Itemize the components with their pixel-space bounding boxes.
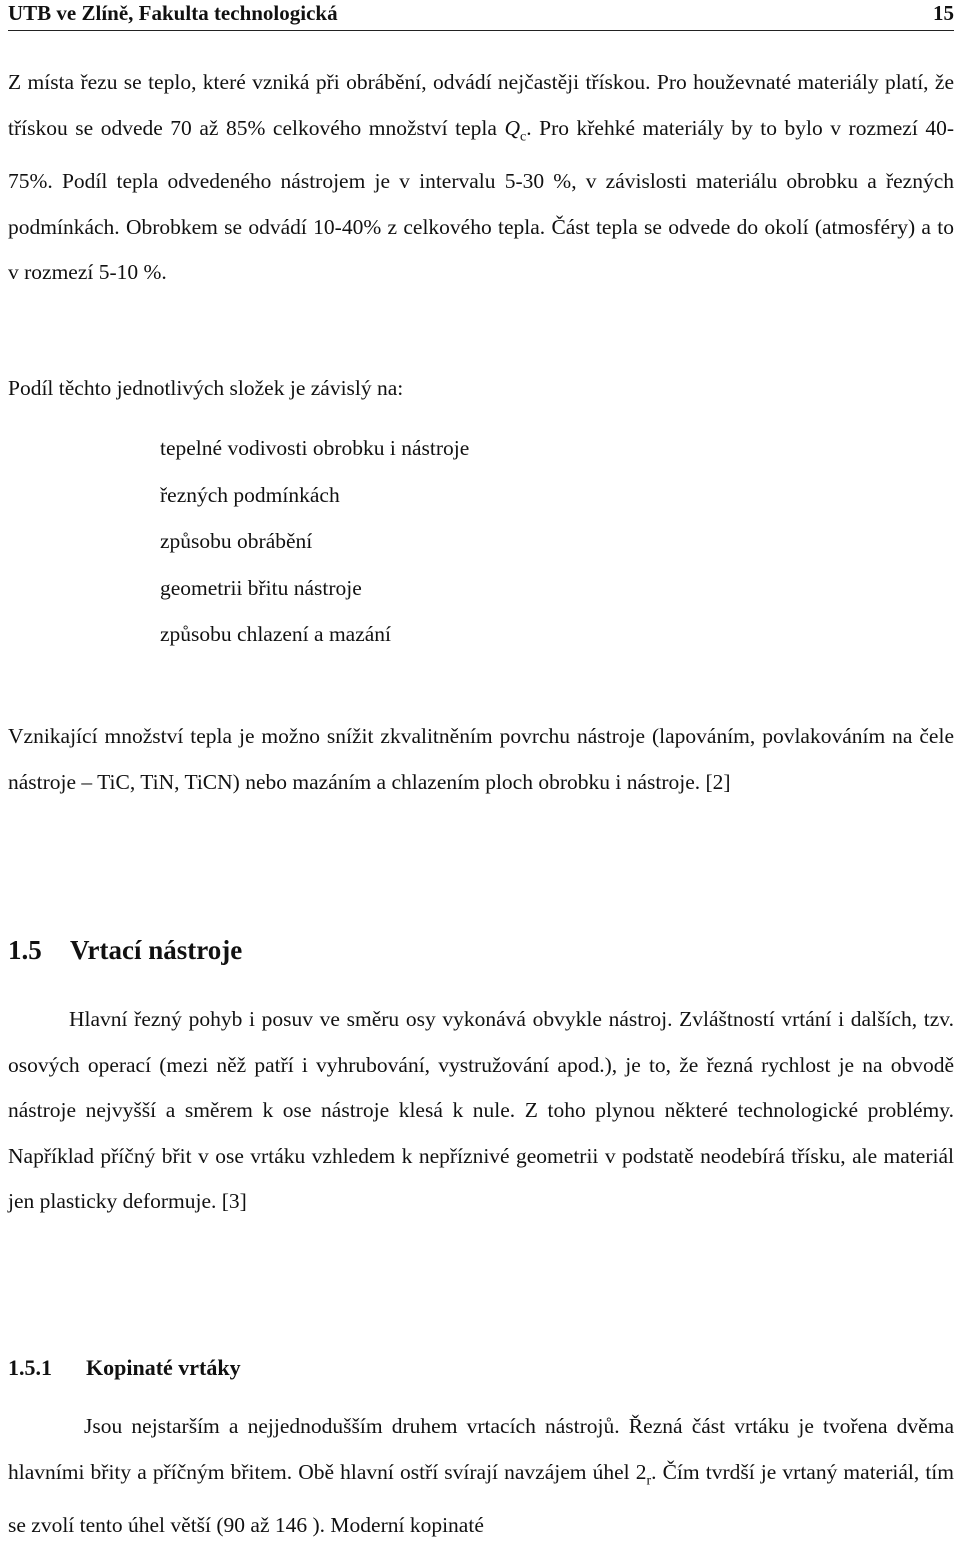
section-title: Vrtací nástroje [70,935,243,965]
list-item: způsobu obrábění [160,529,313,553]
dependency-list [160,425,860,658]
paragraph-heat-reduction: Vznikající množství tepla je možno snížit zkvalitněním povrchu nástroje (lapováním, povlakováním na čele nástroje – TiC, TiN, TiCN) nebo mazáním a chlazením ploch obrobku i nástroje. [2] [8,724,954,794]
subsection-title: Kopinaté vrtáky [86,1355,241,1380]
angle-subscript: r [646,1472,652,1488]
paragraph-text-after-symbol: . Pro křehké materiály by to bylo v rozmezí 40-75%. Podíl tepla odvedeného nástrojem je v intervalu 5-30 %, v závislosti materiálu obrobku a řezných podmínkách. Obrobkem se odvádí 10-40% z celkového tepla. Část tepla se odvede do okolí (atmosféry) a to v rozmezí 5-10 %. [8,115,954,285]
subsection-number: 1.5.1 [8,1355,52,1380]
heat-symbol-subscript: c [519,128,527,144]
subsection-heading [8,1355,241,1381]
paragraph-text-part2: . Čím tvrdší je vrtaný materiál, tím se zvolí tento úhel větší (90 až 146 ). Moderní kopinaté [8,1459,955,1538]
paragraph-drilling-tools: Hlavní řezný pohyb i posuv ve směru osy vykonává obvykle nástroj. Zvláštností vrtání i dalších, tzv. osových operací (mezi něž patří i vyhrubování, vystružování apod.), je to, že řezná rychlost je na obvodě nástroje nejvyšší a směrem k ose nástroje klesá k nule. Z toho plynou některé technologické problémy. Například příčný břit v ose vrtáku vzhledem k nepříznivé geometrii v podstatě neodebírá třísku, ale materiál jen plasticky deformuje. [3] [8,1007,954,1213]
list-item: způsobu chlazení a mazání [160,622,392,646]
paragraph-heat-distribution [8,60,954,296]
list-item: řezných podmínkách [160,482,340,507]
paragraph-text-part1: Jsou nejstarším a nejjednodušším druhem vrtacích nástrojů. Řezná část vrtáku je tvořena dvěma hlavními břity a příčným břitem. Obě hlavní ostří svírají navzájem úhel 2 [8,1414,954,1484]
paragraph-dependency-intro: Podíl těchto jednotlivých složek je závislý na: [8,376,404,400]
page-number: 15 [933,1,954,25]
section-number: 1.5 [8,935,42,965]
section-heading [8,935,242,966]
list-item: tepelné vodivosti obrobku i nástroje [160,436,470,460]
list-item: geometrii břitu nástroje [160,575,362,600]
paragraph-text-before-symbol: Z místa řezu se teplo, které vzniká při obrábění, odvádí nejčastěji třískou. Pro houževnaté materiály platí, že třískou se odvede 70 až 85% celkového množství tepla [8,70,954,140]
page-header [8,0,954,31]
heat-symbol: Q [504,115,520,140]
paragraph-spade-drills [8,1404,954,1549]
header-title: UTB ve Zlíně, Fakulta technologická [8,1,338,25]
